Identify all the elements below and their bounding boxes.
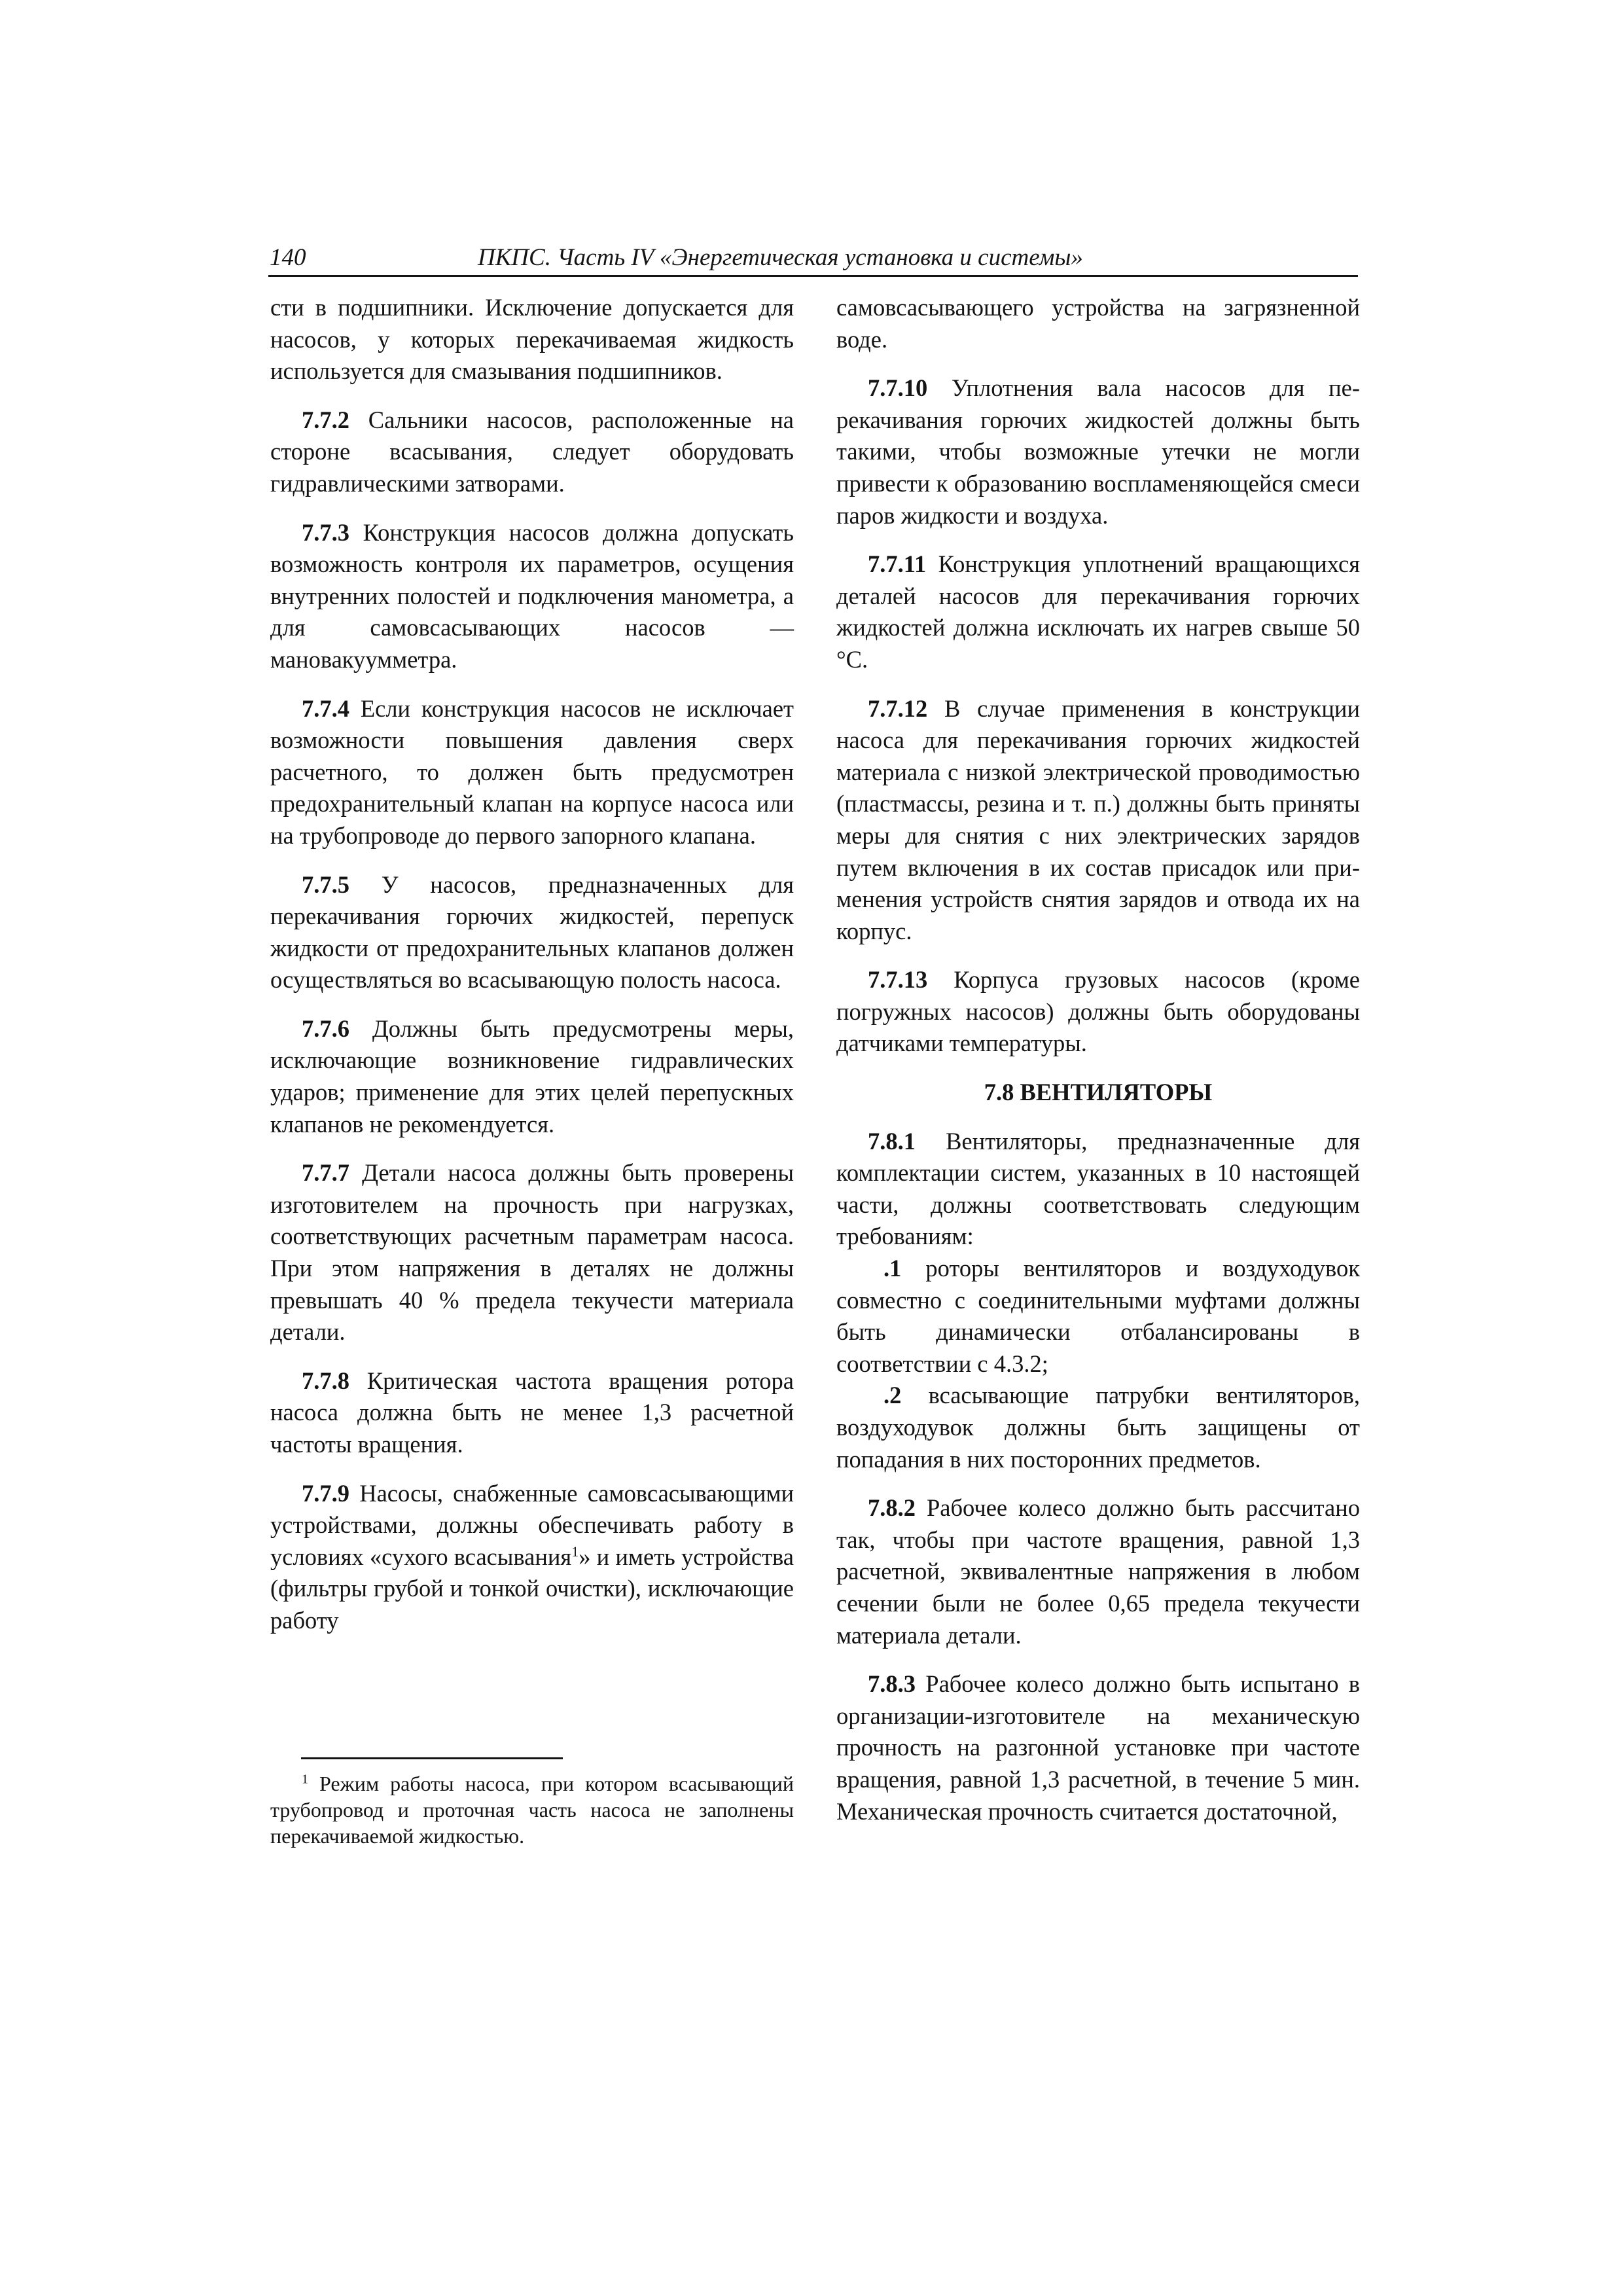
clause-number: 7.8.2 <box>868 1494 916 1522</box>
page-number: 140 <box>270 244 306 271</box>
clause-number: 7.7.7 <box>302 1159 349 1187</box>
paragraph-7-7-6 <box>270 1013 794 1140</box>
clause-number: 7.7.6 <box>302 1014 349 1042</box>
clause-text: Должны быть предусмотрены меры, исключающие возникновение гидравлических ударов; применение для этих целей перепускных клапанов не рекомендуется. <box>270 1014 794 1138</box>
paragraph-7-7-3 <box>270 517 794 676</box>
clause-number: 7.7.3 <box>302 518 349 546</box>
clause-text: Уплотнения вала насосов для перекачивания горючих жидкостей должны быть такими, чтобы возможные утечки не могли привести к образованию воспламеняющейся смеси паров жидкости и воздуха. <box>836 374 1360 529</box>
footnote-marker: 1 <box>302 1772 308 1787</box>
clause-number: 7.7.12 <box>868 694 928 722</box>
clause-text: Критическая частота вращения ротора насоса должна быть не менее 1,3 расчетной частоты вращения. <box>270 1367 794 1458</box>
clause-text: Рабочее колесо должно быть рассчитано так, чтобы при частоте вращения, равной 1,3 расчетной, эквивалентные напряжения в любом сечении были не более 0,65 предела текучести материала детали. <box>836 1494 1360 1649</box>
list-item-2 <box>836 1380 1360 1475</box>
clause-number: 7.7.10 <box>868 374 928 402</box>
item-text: роторы вентиляторов и воздуходувок совместно с соединительными муфтами должны быть динамически отбалансированы в соответствии с 4.3.2; <box>836 1255 1360 1377</box>
footnote <box>270 1770 794 1849</box>
paragraph-7-7-13 <box>836 964 1360 1060</box>
left-column <box>270 292 794 1654</box>
clause-text: Вентиляторы, предназначенные для комплектации систем, указанных в 10 настоящей части, должны соответствовать следующим требованиям: <box>836 1127 1360 1250</box>
clause-text: Детали насоса должны быть проверены изготовителем на прочность при нагрузках, соответствующих расчетным параметрам насоса. При этом напряжения в деталях не должны превышать 40 % предела текучести материала детали. <box>270 1159 794 1346</box>
clause-text: В случае применения в конструкции насоса для перекачивания горючих жидкостей материала с низкой электрической проводимостью (пластмассы, резина и т. п.) должны быть приняты меры для снятия с них электрических зарядов путем включения в их состав присадок или применения устройств снятия зарядов и отвода их на корпус. <box>836 694 1360 944</box>
clause-number: 7.8.3 <box>868 1670 916 1698</box>
clause-text: Сальники насосов, расположенные на стороне всасывания, следует оборудовать гидравлическими затворами. <box>270 406 794 497</box>
paragraph-7-8-1 <box>836 1126 1360 1253</box>
item-text: всасывающие патрубки вентиляторов, воздуходувок должны быть защищены от попадания в них посторонних предметов. <box>836 1382 1360 1473</box>
list-item-1 <box>836 1253 1360 1380</box>
clause-number: 7.7.9 <box>302 1479 349 1507</box>
clause-text: У насосов, предназначенных для перекачивания горючих жидкостей, перепуск жидкости от предохранительных клапанов должен осуществляться во всасывающую полость насоса. <box>270 870 794 994</box>
clause-number: 7.7.11 <box>868 550 927 578</box>
item-number: .1 <box>883 1255 902 1282</box>
clause-text: Насосы, снабженные самовсасывающими устройствами, должны обеспечивать работу в условиях «сухого всасывания <box>270 1479 794 1570</box>
clause-text: Конструкция насосов должна допускать возможность контроля их параметров, осущения внутренних полостей и подключения манометра, а для самовсасывающих насосов — мановакуумметра. <box>270 518 794 673</box>
footnote-divider <box>301 1757 563 1759</box>
clause-text: Рабочее колесо должно быть испытано в организации-изготовителе на механическую прочность на разгонной установке при частоте вращения, равной 1,3 расчетной, в течение 5 мин. Механическая прочность считается достаточной, <box>836 1670 1360 1825</box>
paragraph-continuation: самовсасывающего устройства на загрязненной воде. <box>836 294 1360 353</box>
paragraph-7-7-5 <box>270 869 794 996</box>
clause-number: 7.7.2 <box>302 406 349 433</box>
clause-text: » и иметь устройства (фильтры грубой и тонкой очистки), исключающие работу <box>270 1543 794 1634</box>
paragraph-7-7-4 <box>270 693 794 852</box>
clause-number: 7.7.4 <box>302 694 349 722</box>
item-number: .2 <box>883 1382 902 1409</box>
paragraph-7-7-2 <box>270 404 794 500</box>
clause-number: 7.8.1 <box>868 1127 916 1155</box>
clause-number: 7.7.8 <box>302 1367 349 1394</box>
paragraph-7-7-9 <box>270 1478 794 1637</box>
paragraph-7-8-3 <box>836 1668 1360 1827</box>
clause-text: Конструкция уплотнений вращающихся деталей насосов для перекачивания горючих жидкостей должна исключать их нагрев свыше 50 °С. <box>836 550 1360 673</box>
clause-number: 7.7.13 <box>868 966 928 994</box>
footnote-reference[interactable]: 1 <box>571 1543 579 1560</box>
paragraph-7-7-12 <box>836 693 1360 948</box>
paragraph-7-8-2 <box>836 1492 1360 1651</box>
clause-text: Корпуса грузовых насосов (кроме погружных насосов) должны быть оборудованы датчиками температуры. <box>836 966 1360 1057</box>
section-heading: 7.8 ВЕНТИЛЯТОРЫ <box>984 1079 1213 1106</box>
page-header <box>268 241 1358 277</box>
footnote-text: Режим работы насоса, при котором всасывающий трубопровод и проточная часть насоса не заполнены перекачиваемой жидкостью. <box>270 1772 794 1848</box>
clause-number: 7.7.5 <box>302 870 349 898</box>
paragraph-7-7-10 <box>836 372 1360 531</box>
paragraph-7-7-8 <box>270 1365 794 1461</box>
running-title: ПКПС. Часть IV «Энергетическая установка и системы» <box>478 244 1083 271</box>
paragraph-continuation: сти в подшипники. Исключение допускается для насосов, у которых перекачиваемая жидкость используется для смазывания подшипников. <box>270 294 794 385</box>
paragraph-7-7-11 <box>836 548 1360 675</box>
clause-text: Если конструкция насосов не исключает возможности повышения давления сверх расчетного, то должен быть предусмотрен предохранительный клапан на корпусе насоса или на трубопроводе до первого запорного клапана. <box>270 694 794 849</box>
right-column <box>836 292 1360 1844</box>
paragraph-7-7-7 <box>270 1157 794 1348</box>
